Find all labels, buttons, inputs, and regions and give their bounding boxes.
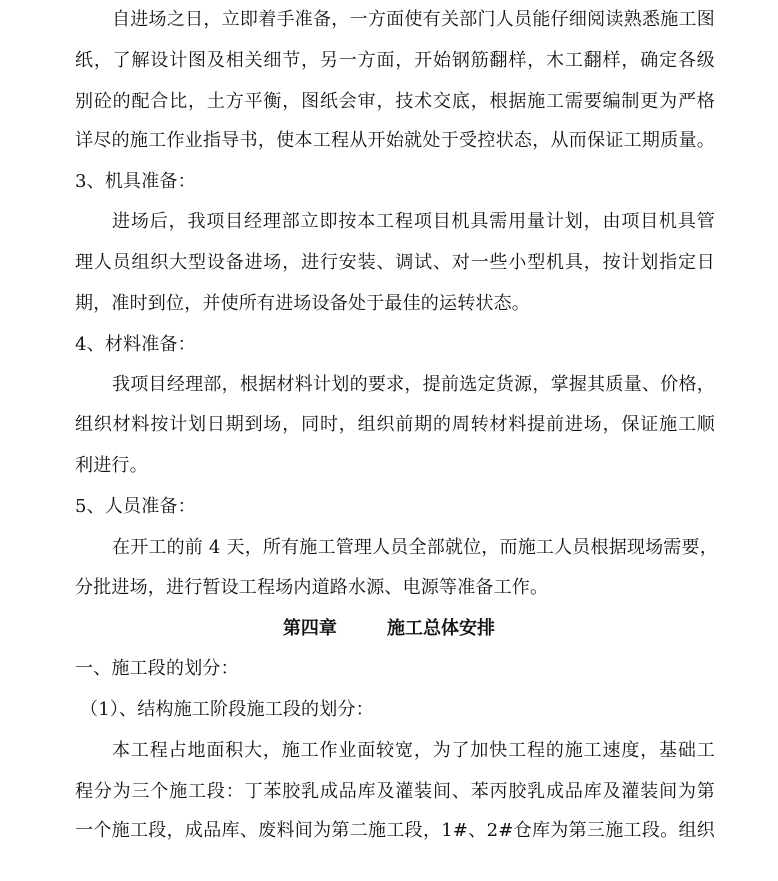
paragraph-line: 详尽的施工作业指导书，使本工程从开始就处于受控状态，从而保证工期质量。 [75,130,715,151]
paragraph-line: 一个施工段，成品库、废料间为第二施工段，1#、2#仓库为第三施工段。组织 [75,820,715,841]
paragraph-line: 自进场之日，立即着手准备，一方面使有关部门人员能仔细阅读熟悉施工图 [112,9,715,30]
paragraph-line: 程分为三个施工段：丁苯胶乳成品库及灌装间、苯丙胶乳成品库及灌装间为第 [75,781,715,802]
paragraph-line: 纸，了解设计图及相关细节，另一方面，开始钢筋翻样，木工翻样，确定各级 [75,50,715,71]
section-heading: 一、施工段的划分： [75,658,239,679]
paragraph-line: 本工程占地面积大，施工作业面较宽，为了加快工程的施工速度，基础工 [112,740,715,761]
paragraph-line: 分批进场，进行暂设工程场内道路水源、电源等准备工作。 [75,577,549,598]
subsection-heading: （1）、结构施工阶段施工段的划分： [80,699,374,720]
paragraph-line: 别砼的配合比，土方平衡，图纸会审，技术交底，根据施工需要编制更为严格 [75,91,715,112]
section-heading: 4、材料准备： [75,334,196,355]
paragraph-line: 在开工的前 4 天，所有施工管理人员全部就位，而施工人员根据现场需要， [112,537,718,558]
paragraph-line: 理人员组织大型设备进场，进行安装、调试、对一些小型机具，按计划指定日 [75,252,715,273]
paragraph-line: 利进行。 [75,455,148,476]
section-heading: 5、人员准备： [75,496,196,517]
paragraph-line: 组织材料按计划日期到场，同时，组织前期的周转材料提前进场，保证施工顺 [75,414,715,435]
paragraph-line: 我项目经理部，根据材料计划的要求，提前选定货源，掌握其质量、价格， [112,374,715,395]
paragraph-line: 进场后，我项目经理部立即按本工程项目机具需用量计划，由项目机具管 [112,211,715,232]
section-heading: 3、机具准备： [75,171,196,192]
chapter-title: 第四章 施工总体安排 [282,618,496,639]
paragraph-line: 期，准时到位，并使所有进场设备处于最佳的运转状态。 [75,293,530,314]
